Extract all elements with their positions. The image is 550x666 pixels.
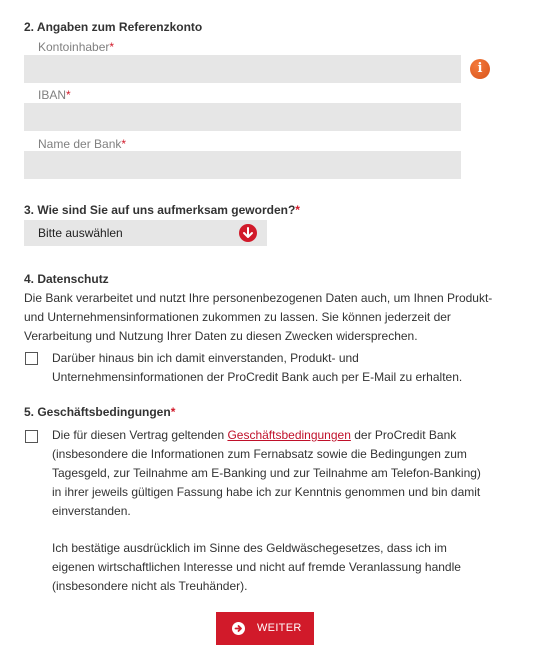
- required-marker: *: [121, 137, 127, 151]
- terms-text-after: der ProCredit Bank: [350, 428, 457, 442]
- weiter-button[interactable]: [216, 612, 314, 645]
- required-marker: *: [109, 40, 115, 54]
- gwg-confirmation-text: [52, 539, 522, 596]
- terms-text-before: Die für diesen Vertrag geltenden: [52, 428, 228, 442]
- confirm-line: (insbesondere nicht als Treuhänder).: [52, 579, 248, 593]
- terms-line: (insbesondere die Informationen zum Fernabsatz sowie die Bedingungen zum: [52, 447, 467, 461]
- required-marker: *: [170, 405, 176, 419]
- terms-line: Tagesgeld, zur Teilnahme am E-Banking und zur Teilnahme am Telefon-Banking): [52, 466, 481, 480]
- terms-line: [52, 426, 522, 445]
- referral-source-select[interactable]: [24, 220, 267, 246]
- kontoinhaber-label-text: Kontoinhaber: [38, 40, 110, 54]
- section-heading-geschaeftsbedingungen: [24, 405, 175, 419]
- datenschutz-line: und Unternehmensinformationen zukommen zu lassen. Sie können jederzeit der: [24, 310, 451, 324]
- confirm-line: Ich bestätige ausdrücklich im Sinne des Geldwäschegesetzes, dass ich im: [52, 541, 447, 555]
- section-heading-aufmerksam: [24, 203, 300, 217]
- datenschutz-text: [24, 289, 524, 346]
- arrow-down-icon: [239, 224, 257, 242]
- iban-input[interactable]: [24, 103, 461, 131]
- kontoinhaber-input[interactable]: [24, 55, 461, 83]
- datenschutz-line: Die Bank verarbeitet und nutzt Ihre personenbezogenen Daten auch, um Ihnen Produkt-: [24, 291, 493, 305]
- arrow-right-icon: [232, 622, 245, 635]
- select-value: Bitte auswählen: [38, 226, 123, 240]
- datenschutz-line: Verarbeitung und Nutzung Ihrer Daten zu diesen Zwecken widersprechen.: [24, 329, 418, 343]
- bank-name-label: [38, 137, 126, 151]
- weiter-button-label: WEITER: [257, 622, 302, 634]
- section-heading-referenzkonto: 2. Angaben zum Referenzkonto: [24, 20, 203, 34]
- terms-line: einverstanden.: [52, 504, 131, 518]
- consent-line: Unternehmensinformationen der ProCredit Bank auch per E-Mail zu erhalten.: [52, 370, 463, 384]
- required-marker: *: [295, 203, 300, 217]
- confirm-line: eigenen wirtschaftlichen Interesse und nicht auf fremde Veranlassung handle: [52, 560, 461, 574]
- section5-heading-text: 5. Geschäftsbedingungen: [24, 405, 171, 419]
- bank-name-input[interactable]: [24, 151, 461, 179]
- email-consent-checkbox[interactable]: [25, 352, 38, 365]
- info-icon[interactable]: i: [470, 59, 490, 79]
- iban-label-text: IBAN: [38, 88, 67, 102]
- iban-label: [38, 88, 71, 102]
- terms-line: in ihrer jeweils gültigen Fassung habe ich zur Kenntnis genommen und bin damit: [52, 485, 481, 499]
- kontoinhaber-label: [38, 40, 114, 54]
- consent-line: Darüber hinaus bin ich damit einverstanden, Produkt- und: [52, 351, 359, 365]
- bank-name-label-text: Name der Bank: [38, 137, 122, 151]
- terms-text: [52, 426, 522, 521]
- section-heading-datenschutz: 4. Datenschutz: [24, 272, 109, 286]
- required-marker: *: [66, 88, 71, 102]
- terms-checkbox[interactable]: [25, 430, 38, 443]
- terms-link[interactable]: Geschäftsbedingungen: [227, 428, 351, 442]
- email-consent-label: [52, 349, 522, 387]
- section3-heading-text: 3. Wie sind Sie auf uns aufmerksam geworden?: [24, 203, 296, 217]
